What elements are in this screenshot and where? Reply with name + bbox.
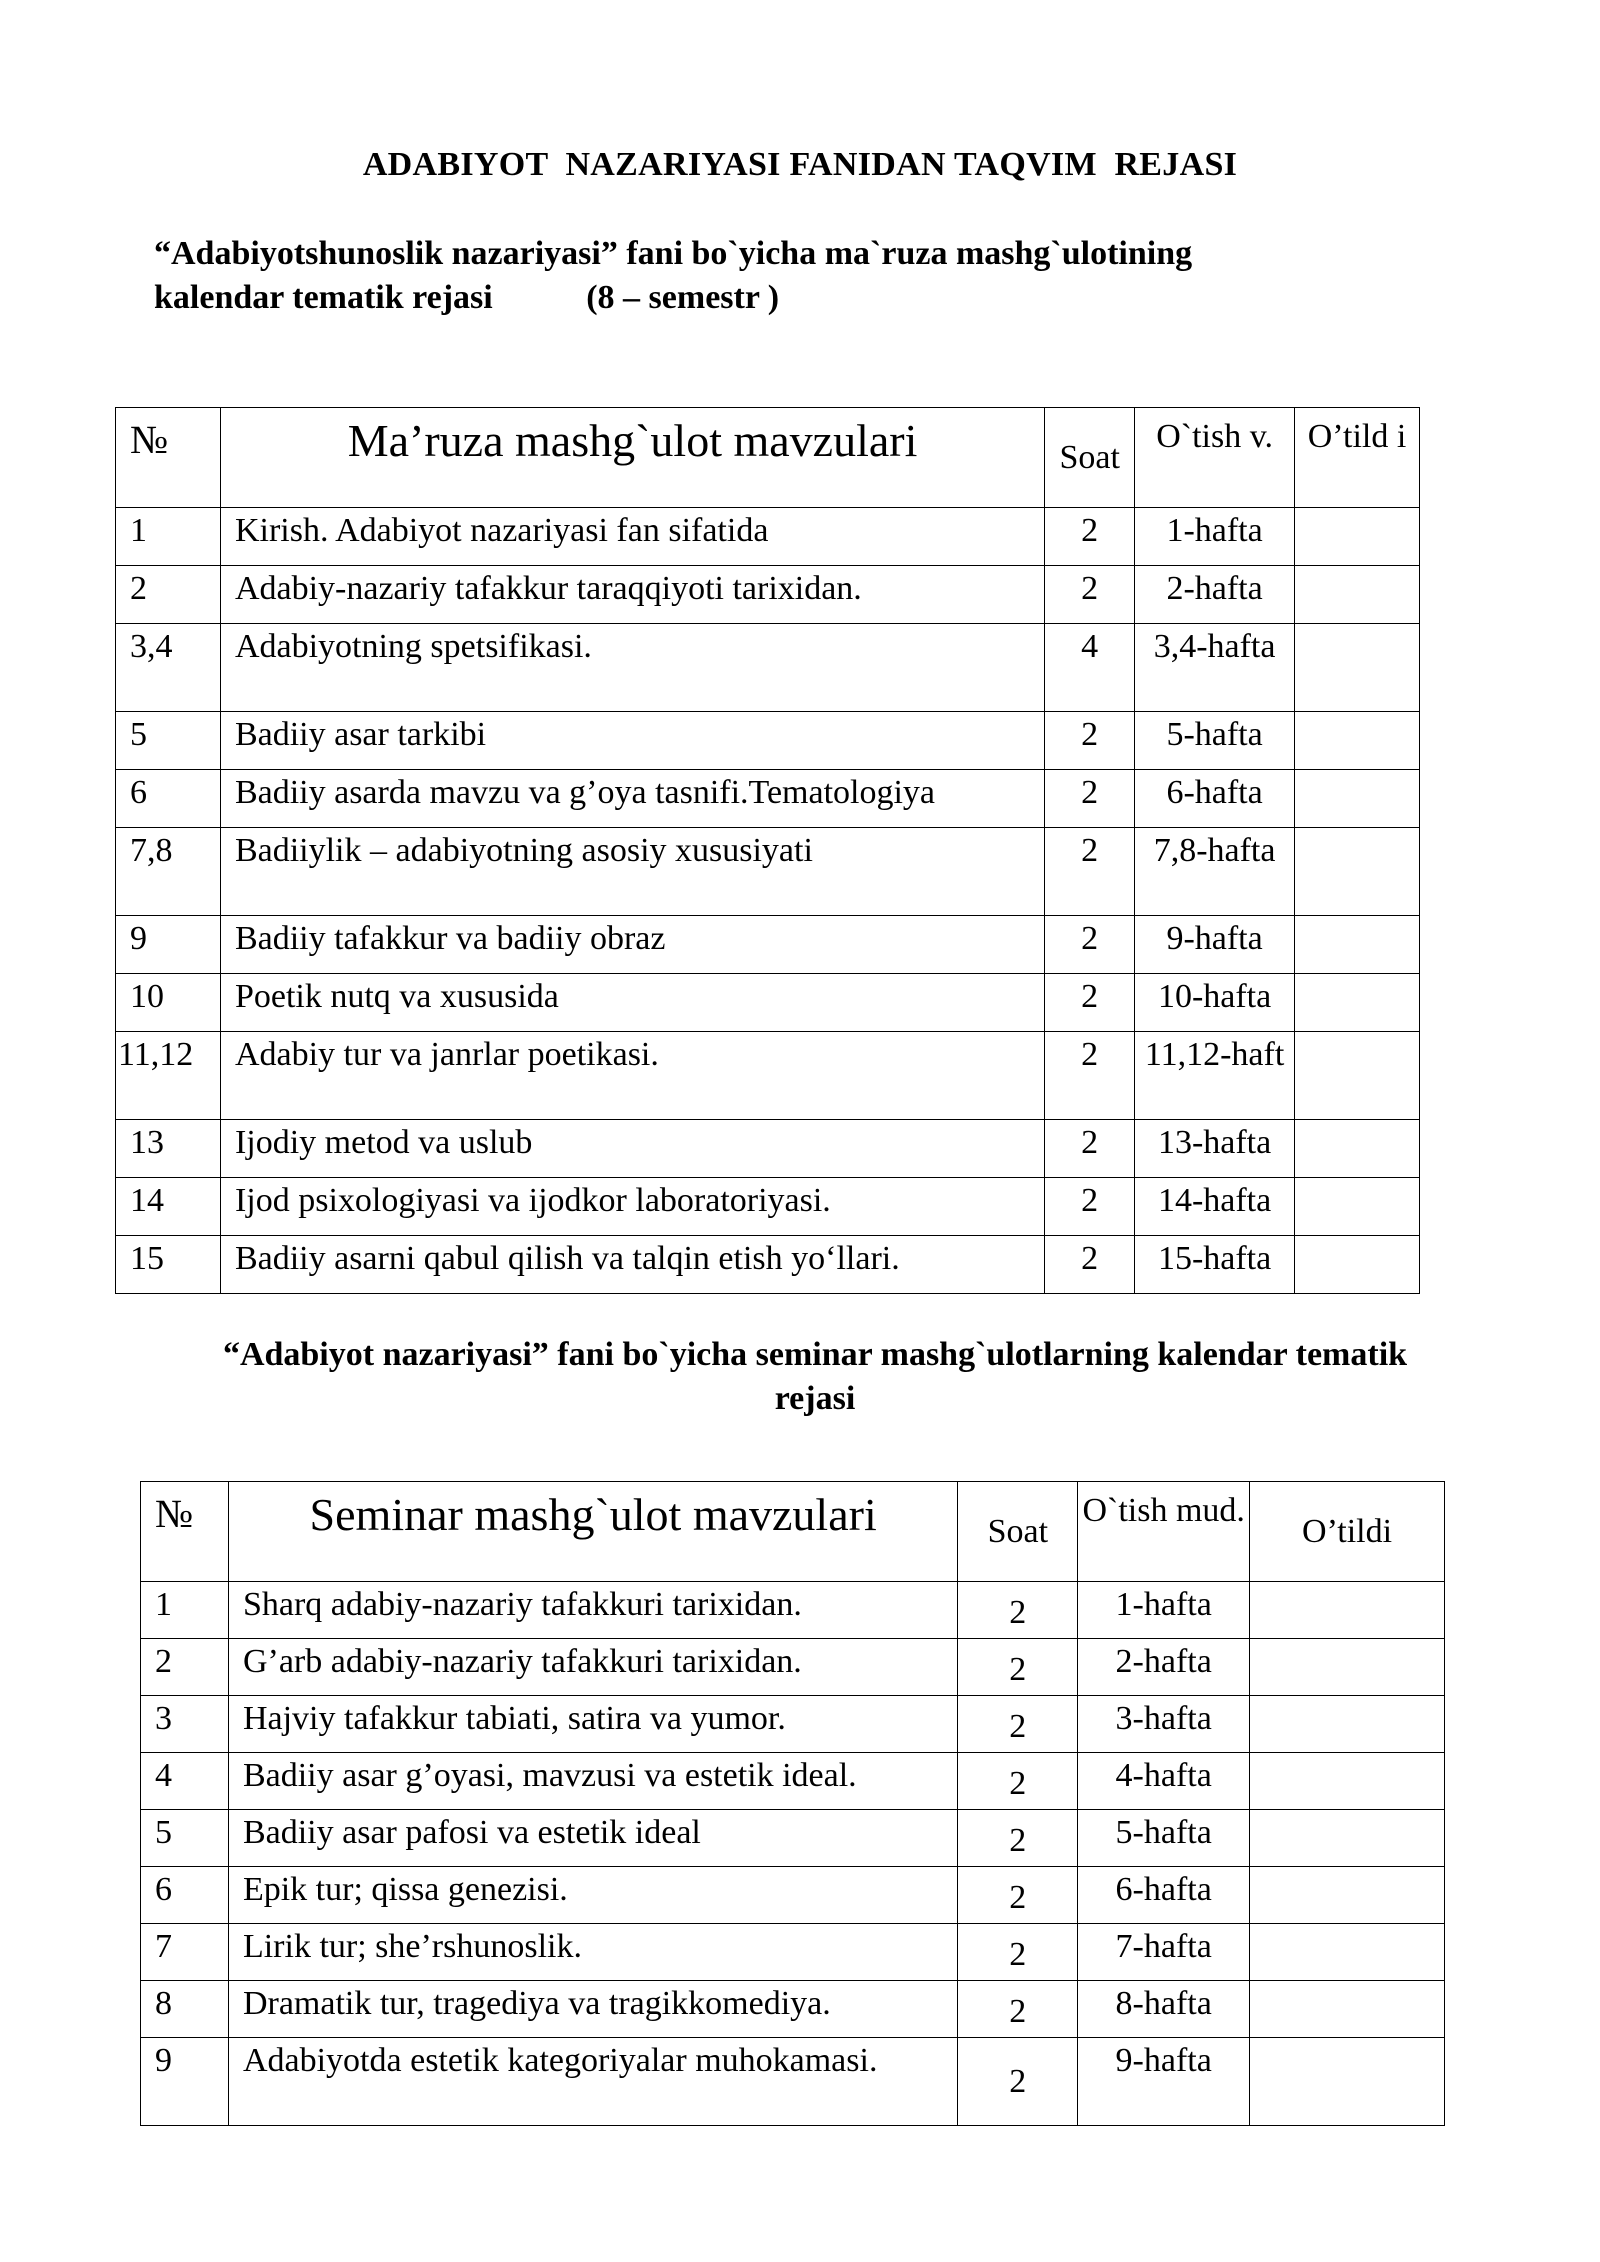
cell-num: 1: [116, 508, 221, 566]
lecture-header-done: O’tild i: [1295, 408, 1420, 508]
table-row: [141, 1867, 1445, 1924]
cell-num: 7,8: [116, 828, 221, 916]
cell-num: 2: [116, 566, 221, 624]
table-row: [141, 1753, 1445, 1810]
cell-topic: Badiiylik – adabiyotning asosiy xususiyati: [220, 828, 1044, 916]
seminar-table-header-row: [141, 1482, 1445, 1582]
cell-done: [1295, 1236, 1420, 1294]
cell-topic: Badiiy tafakkur va badiiy obraz: [220, 916, 1044, 974]
cell-week: 3-hafta: [1078, 1696, 1250, 1753]
table-row: [116, 1178, 1420, 1236]
cell-topic: Ijod psixologiyasi va ijodkor laboratoriyasi.: [220, 1178, 1044, 1236]
table-row: [141, 1639, 1445, 1696]
cell-num: 5: [141, 1810, 229, 1867]
table-row: [116, 508, 1420, 566]
cell-topic: Hajviy tafakkur tabiati, satira va yumor.: [228, 1696, 957, 1753]
cell-num: 10: [116, 974, 221, 1032]
table-row: [141, 1981, 1445, 2038]
cell-week: 1-hafta: [1135, 508, 1295, 566]
cell-done: [1250, 1924, 1445, 1981]
cell-topic: Kirish. Adabiyot nazariyasi fan sifatida: [220, 508, 1044, 566]
table-row: [141, 1924, 1445, 1981]
table-row: [116, 712, 1420, 770]
cell-soat: 2: [1045, 828, 1135, 916]
cell-soat: 2: [1045, 916, 1135, 974]
cell-done: [1295, 770, 1420, 828]
cell-topic: Ijodiy metod va uslub: [220, 1120, 1044, 1178]
lecture-heading: [154, 232, 1454, 320]
cell-num: 14: [116, 1178, 221, 1236]
cell-week: 6-hafta: [1078, 1867, 1250, 1924]
cell-week: 2-hafta: [1135, 566, 1295, 624]
cell-soat: 2: [958, 1981, 1078, 2038]
cell-soat: 2: [1045, 770, 1135, 828]
table-row: [116, 566, 1420, 624]
cell-week: 1-hafta: [1078, 1582, 1250, 1639]
cell-done: [1250, 1639, 1445, 1696]
cell-soat: 2: [1045, 712, 1135, 770]
cell-num: 4: [141, 1753, 229, 1810]
cell-topic: Badiiy asar pafosi va estetik ideal: [228, 1810, 957, 1867]
cell-done: [1250, 1696, 1445, 1753]
cell-done: [1295, 712, 1420, 770]
cell-soat: 2: [958, 1753, 1078, 1810]
lecture-heading-line2: kalendar tematik rejasi (8 – semestr ): [154, 279, 780, 316]
cell-topic: Badiiy asar g’oyasi, mavzusi va estetik ideal.: [228, 1753, 957, 1810]
cell-week: 15-hafta: [1135, 1236, 1295, 1294]
cell-num: 8: [141, 1981, 229, 2038]
cell-done: [1250, 1867, 1445, 1924]
cell-week: 13-hafta: [1135, 1120, 1295, 1178]
table-row: [116, 828, 1420, 916]
cell-soat: 2: [958, 1696, 1078, 1753]
cell-week: 9-hafta: [1078, 2038, 1250, 2126]
cell-topic: Lirik tur; she’rshunoslik.: [228, 1924, 957, 1981]
cell-soat: 2: [958, 1639, 1078, 1696]
table-row: [116, 1120, 1420, 1178]
page-title: ADABIYOT NAZARIYASI FANIDAN TAQVIM REJASI: [362, 146, 1238, 183]
cell-done: [1295, 1120, 1420, 1178]
cell-num: 5: [116, 712, 221, 770]
cell-topic: Dramatik tur, tragediya va tragikkomediya.: [228, 1981, 957, 2038]
cell-topic: Adabiy-nazariy tafakkur taraqqiyoti tarixidan.: [220, 566, 1044, 624]
cell-num: 3,4: [116, 624, 221, 712]
cell-week: 5-hafta: [1078, 1810, 1250, 1867]
lecture-heading-line1: “Adabiyotshunoslik nazariyasi” fani bo`yicha ma`ruza mashg`ulotining: [154, 235, 1193, 272]
cell-done: [1250, 2038, 1445, 2126]
cell-week: 7-hafta: [1078, 1924, 1250, 1981]
cell-num: 2: [141, 1639, 229, 1696]
cell-soat: 2: [1045, 566, 1135, 624]
cell-week: 9-hafta: [1135, 916, 1295, 974]
cell-num: 15: [116, 1236, 221, 1294]
lecture-table: [115, 407, 1420, 1294]
cell-num: 6: [141, 1867, 229, 1924]
cell-topic: Adabiyotning spetsifikasi.: [220, 624, 1044, 712]
cell-week: 14-hafta: [1135, 1178, 1295, 1236]
cell-week: 3,4-hafta: [1135, 624, 1295, 712]
cell-soat: 4: [1045, 624, 1135, 712]
cell-topic: Badiiy asarni qabul qilish va talqin etish yo‘llari.: [220, 1236, 1044, 1294]
cell-done: [1295, 624, 1420, 712]
lecture-header-num: №: [116, 408, 221, 508]
cell-done: [1250, 1753, 1445, 1810]
cell-week: 7,8-hafta: [1135, 828, 1295, 916]
cell-topic: Sharq adabiy-nazariy tafakkuri tarixidan.: [228, 1582, 957, 1639]
cell-done: [1295, 916, 1420, 974]
table-row: [116, 974, 1420, 1032]
cell-week: 5-hafta: [1135, 712, 1295, 770]
lecture-header-week: O`tish v.: [1135, 408, 1295, 508]
table-row: [116, 770, 1420, 828]
cell-num: 6: [116, 770, 221, 828]
cell-soat: 2: [958, 1810, 1078, 1867]
lecture-header-topic: Ma’ruza mashg`ulot mavzulari: [220, 408, 1044, 508]
lecture-header-soat: Soat: [1045, 408, 1135, 508]
cell-done: [1295, 828, 1420, 916]
cell-topic: Poetik nutq va xususida: [220, 974, 1044, 1032]
table-row: [116, 916, 1420, 974]
cell-done: [1295, 1032, 1420, 1120]
table-row: [116, 624, 1420, 712]
cell-soat: 2: [1045, 1032, 1135, 1120]
table-row: [141, 2038, 1445, 2126]
table-row: [141, 1696, 1445, 1753]
seminar-header-week: O`tish mud.: [1078, 1482, 1250, 1582]
cell-week: 11,12-haft: [1135, 1032, 1295, 1120]
cell-soat: 2: [958, 1582, 1078, 1639]
lecture-table-header-row: [116, 408, 1420, 508]
cell-num: 11,12: [116, 1032, 221, 1120]
cell-week: 10-hafta: [1135, 974, 1295, 1032]
cell-week: 4-hafta: [1078, 1753, 1250, 1810]
cell-num: 9: [116, 916, 221, 974]
seminar-table: [140, 1481, 1445, 2126]
cell-done: [1250, 1582, 1445, 1639]
seminar-header-topic: Seminar mashg`ulot mavzulari: [228, 1482, 957, 1582]
cell-soat: 2: [1045, 1178, 1135, 1236]
table-row: [141, 1582, 1445, 1639]
cell-done: [1295, 566, 1420, 624]
cell-week: 8-hafta: [1078, 1981, 1250, 2038]
cell-week: 2-hafta: [1078, 1639, 1250, 1696]
cell-done: [1295, 1178, 1420, 1236]
cell-soat: 2: [1045, 974, 1135, 1032]
cell-num: 1: [141, 1582, 229, 1639]
cell-num: 3: [141, 1696, 229, 1753]
cell-soat: 2: [1045, 1120, 1135, 1178]
seminar-header-num: №: [141, 1482, 229, 1582]
cell-topic: G’arb adabiy-nazariy tafakkuri tarixidan.: [228, 1639, 957, 1696]
cell-num: 7: [141, 1924, 229, 1981]
cell-num: 13: [116, 1120, 221, 1178]
cell-soat: 2: [958, 2038, 1078, 2126]
cell-num: 9: [141, 2038, 229, 2126]
cell-done: [1250, 1810, 1445, 1867]
seminar-header-soat: Soat: [958, 1482, 1078, 1582]
cell-topic: Epik tur; qissa genezisi.: [228, 1867, 957, 1924]
cell-done: [1295, 974, 1420, 1032]
cell-week: 6-hafta: [1135, 770, 1295, 828]
cell-done: [1250, 1981, 1445, 2038]
cell-topic: Badiiy asar tarkibi: [220, 712, 1044, 770]
seminar-heading: “Adabiyot nazariyasi” fani bo`yicha seminar mashg`ulotlarning kalendar tematik rejasi: [222, 1336, 1408, 1417]
seminar-header-done: O’tildi: [1250, 1482, 1445, 1582]
table-row: [116, 1236, 1420, 1294]
cell-soat: 2: [1045, 1236, 1135, 1294]
cell-topic: Adabiyotda estetik kategoriyalar muhokamasi.: [228, 2038, 957, 2126]
table-row: [116, 1032, 1420, 1120]
table-row: [141, 1810, 1445, 1867]
cell-soat: 2: [958, 1924, 1078, 1981]
cell-soat: 2: [958, 1867, 1078, 1924]
cell-soat: 2: [1045, 508, 1135, 566]
cell-topic: Adabiy tur va janrlar poetikasi.: [220, 1032, 1044, 1120]
cell-topic: Badiiy asarda mavzu va g’oya tasnifi.Tematologiya: [220, 770, 1044, 828]
cell-done: [1295, 508, 1420, 566]
